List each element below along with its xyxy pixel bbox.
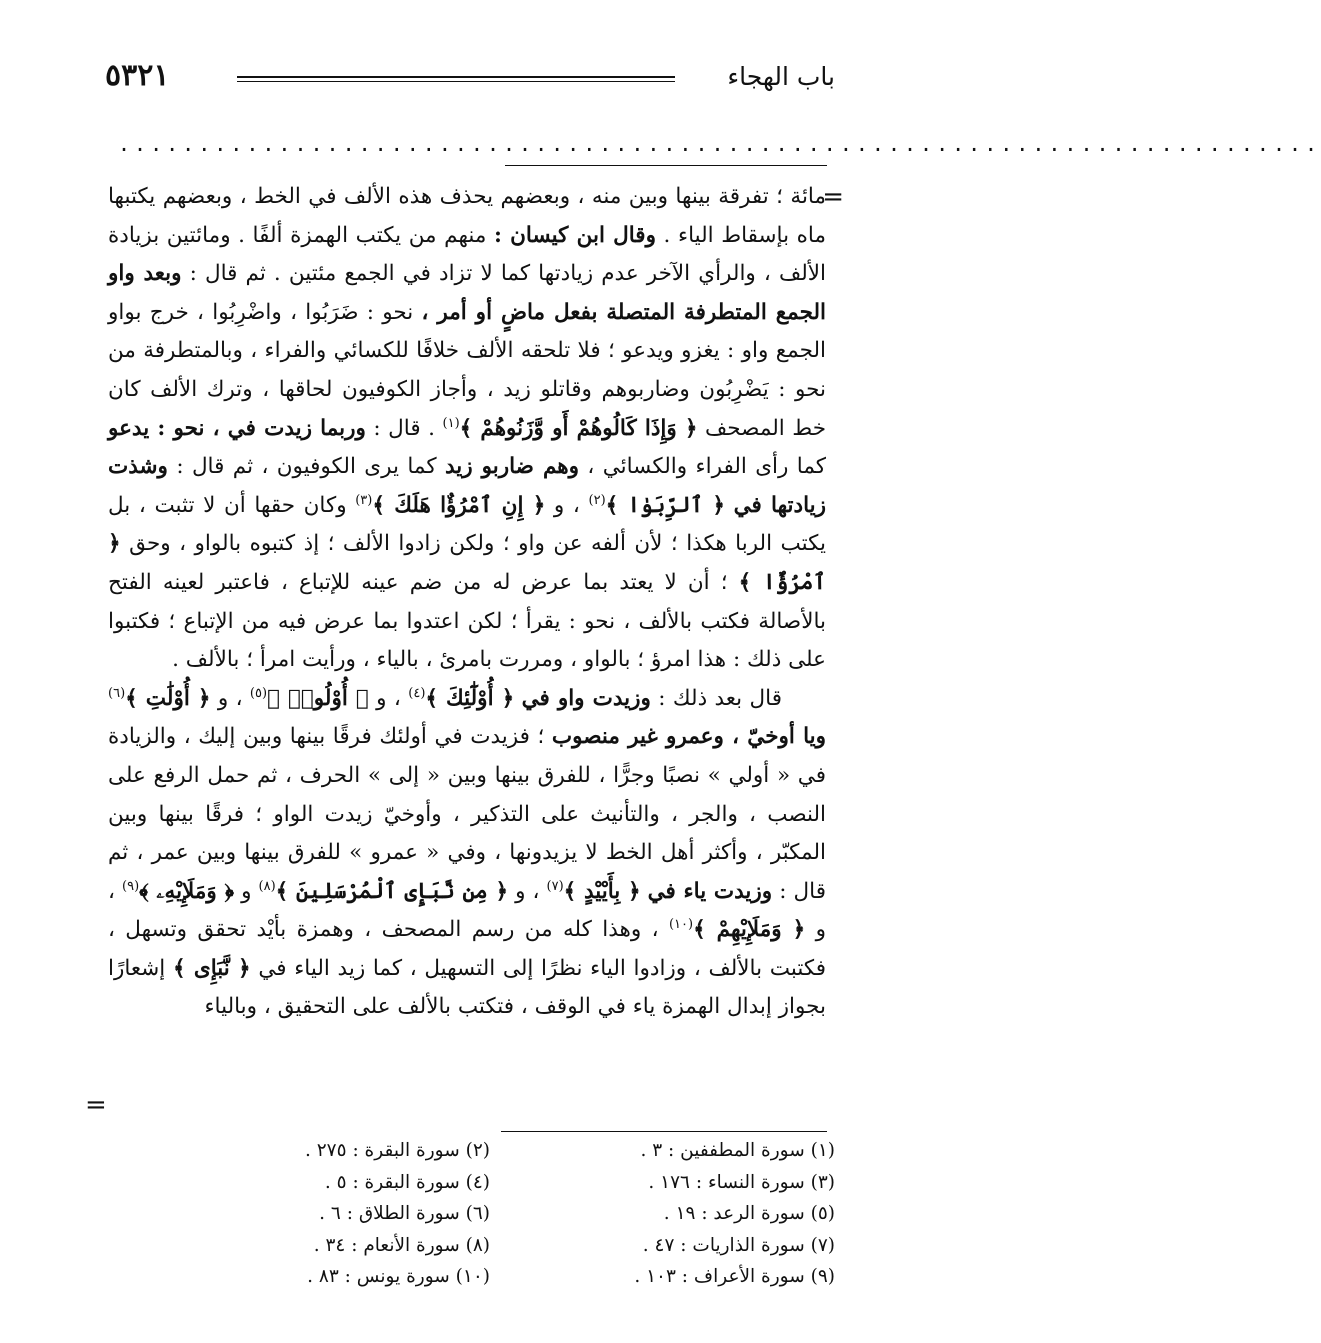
footnote: (٦) سورة الطلاق : ٦ . <box>319 1203 490 1224</box>
footnotes <box>145 1135 835 1297</box>
bold-phrase: وشذت زيادتها في <box>108 454 826 518</box>
paragraph <box>108 680 826 1027</box>
paragraph <box>108 178 826 680</box>
footnote: (٩) سورة الأعراف : ١٠٣ . <box>634 1266 835 1287</box>
text-run: منهم من يكتب الهمزة ألفًا . ومائتين بزيادة الألف ، والرأي الآخر عدم زيادتها كما لا تزاد في الجمع مئتين . ثم قال : <box>108 222 827 287</box>
footnote-ref: (٢) <box>588 492 606 508</box>
text-run <box>514 686 521 711</box>
text-run: ، و <box>508 878 547 904</box>
quran-citation: ﴿ بِأَيْيْدٍ ﴾ <box>563 878 641 904</box>
text-run: مائة ؛ تفرقة بينها وبين منه ، وبعضهم يحذف هذه الألف في الخط ، وبعضهم يكتبها ماه بإسقاط الياء . <box>108 184 826 248</box>
text-run: كما رأى الفراء والكسائي ، <box>579 454 827 480</box>
quran-citation: ﴿ إِنِ ٱمْرُؤٌا هَلَكَ ﴾ <box>372 492 546 518</box>
quran-citation: ﴿ مِن نَّبَإِى ٱلْمُرْسَلِينَ ﴾ <box>275 878 509 904</box>
footnote-ref: (٨) <box>258 878 276 894</box>
text-run: إشعارًا بجواز إبدال الهمزة ياء في الوقف ، فتكتب بالألف على التحقيق ، وبالياء <box>108 955 826 1020</box>
text-run <box>641 879 648 904</box>
text-run: ؛ أن لا يعتد بما عرض له من ضم عينه للإتباع ، فاعتبر لعينه الفتح بالأصالة فكتب بالألف ، نحو : يقرأ ؛ لكن اعتدوا بما عرض فيه من الإتباع ؛ فكتبوا على ذلك : هذا امرؤ ؛ بالواو ، ومررت بامرئ ، بالياء ، ورأيت امرأ ؛ بالألف . <box>108 569 826 673</box>
footnote-ref: (٤) <box>408 685 426 701</box>
quran-citation: ﴿ ٱلرِّبَوٰا ﴾ <box>605 492 725 518</box>
text-run: قال بعد ذلك : <box>650 685 783 711</box>
footnote: (٣) سورة النساء : ١٧٦ . <box>648 1171 835 1193</box>
quran-citation: ﴿ وَمَلَإِيْهِۦ ﴾ <box>139 878 235 904</box>
footnote: (٤) سورة البقرة : ٥ . <box>324 1171 490 1193</box>
quran-citation: ﴿ ٱمْرُؤٌا ﴾ <box>108 531 826 595</box>
footnote-ref: (٦) <box>108 685 126 701</box>
text-run: ، و <box>368 685 409 711</box>
quran-citation: ﴿ وَإِذَا كَالُوهُمْ أَو وَّزَنُوهُمْ ﴾ <box>459 415 698 441</box>
footnote: (٧) سورة الذاريات : ٤٧ . <box>642 1234 835 1256</box>
top-rule <box>505 165 827 166</box>
continuation-mark-end: = <box>85 1090 107 1120</box>
footnotes-left-column <box>145 1135 490 1297</box>
page-header <box>105 58 835 102</box>
footnote-ref: (١٠) <box>668 917 694 933</box>
bold-phrase: وربما زيدت في ، نحو : يدعو <box>108 415 366 441</box>
bold-phrase: وزيدت واو في <box>521 685 651 711</box>
bold-phrase: وزيدت ياء في <box>647 878 773 904</box>
footnote-ref: (١) <box>442 415 460 431</box>
footnote: (٢) سورة البقرة : ٢٧٥ . <box>304 1140 490 1161</box>
quran-citation: ﴿ أُوْلَٰٓئِكَ ﴾ <box>425 685 515 711</box>
text-run <box>725 493 734 518</box>
continuation-mark-start: = <box>822 182 844 212</box>
footnote-ref: (٧) <box>546 878 564 894</box>
dotted-separator: ........................................................................... <box>118 132 1321 156</box>
text-run: ، وهذا كله من رسم المصحف ، وهمزة بأيْد تحقق وتسهل ، فكتبت بالألف ، وزادوا الياء نظرًا إلى التسهيل ، كما زيد الياء في <box>108 917 826 981</box>
quran-citation: ﴿ وَمَلَإِيْهِمْ ﴾ <box>693 917 806 943</box>
bold-phrase: وقال ابن كيسان : <box>493 222 656 248</box>
quran-citation: ﴿ أُوْلَٰتِ ﴾ <box>125 685 211 711</box>
text-run: . قال : <box>365 415 443 441</box>
page-number: ٥٣٢١ <box>105 58 170 93</box>
text-run: ، و <box>108 878 826 943</box>
quran-citation: ﴿ أُوْلُوا۟ ﴾ <box>267 685 369 711</box>
footnote-ref: (٥) <box>249 685 268 701</box>
footnote: (٨) سورة الأنعام : ٣٤ . <box>313 1234 490 1256</box>
text-run: نحو : ضَرَبُوا ، واضْرِبُوا ، خرج بواو الجمع واو : يغزو ويدعو ؛ فلا تلحقه الألف خلافًا للكسائي والفراء ، وبالمتطرفة من نحو : يَضْرِبُون وضاربوهم وقاتلو زيد ، وأجاز الكوفيون لحاقها ، وترك الألف كان خط المصحف <box>108 299 826 441</box>
footnotes-right-column <box>490 1135 835 1297</box>
bold-phrase: وهم ضاربو زيد <box>444 454 579 480</box>
bold-phrase: ويا أوخيّ ، وعمرو غير منصوب <box>551 724 826 750</box>
bold-phrase: وبعد واو الجمع المتطرفة المتصلة بفعل ماضٍ أو أمر ، <box>108 261 827 325</box>
text-run: وكان حقها أن لا تثبت ، بل يكتب الربا هكذا ؛ لأن ألفه عن واو ؛ ولكن زادوا الألف ؛ إذ كتبوه بالواو ، وحق <box>108 492 826 557</box>
footnote-ref: (٩) <box>122 878 140 894</box>
text-run: كما يرى الكوفيون ، ثم قال : <box>167 454 445 480</box>
footnote: (١) سورة المطففين : ٣ . <box>640 1140 835 1161</box>
text-run: ؛ فزيدت في أولئك فرقًا بينها وبين إليك ، والزيادة في « أولي » نصبًا وجرًّا ، للفرق بينها وبين « إلى » الحرف ، ثم حمل الرفع على النصب ، والجر ، والتأنيث على التذكير ، وأوخيّ زيدت الواو ؛ فرقًا بينها وبين المكبّر ، وأكثر أهل الخط لا يزيدونها ، وفي « عمرو » للفرق بينها وبين عمر ، ثم قال : <box>108 724 826 904</box>
text-run: ، و <box>210 685 250 711</box>
main-text <box>108 178 826 1128</box>
footnote: (١٠) سورة يونس : ٨٣ . <box>307 1266 490 1287</box>
footnote-ref: (٣) <box>355 492 373 508</box>
footnote: (٥) سورة الرعد : ١٩ . <box>663 1203 835 1224</box>
quran-citation: ﴿ نَّبَإِى ﴾ <box>172 955 251 981</box>
text-run: ، و <box>545 492 589 518</box>
header-rule <box>237 76 675 82</box>
running-title: باب الهجاء <box>727 62 835 91</box>
text-run: و <box>234 878 259 904</box>
footnote-rule <box>501 1131 827 1132</box>
